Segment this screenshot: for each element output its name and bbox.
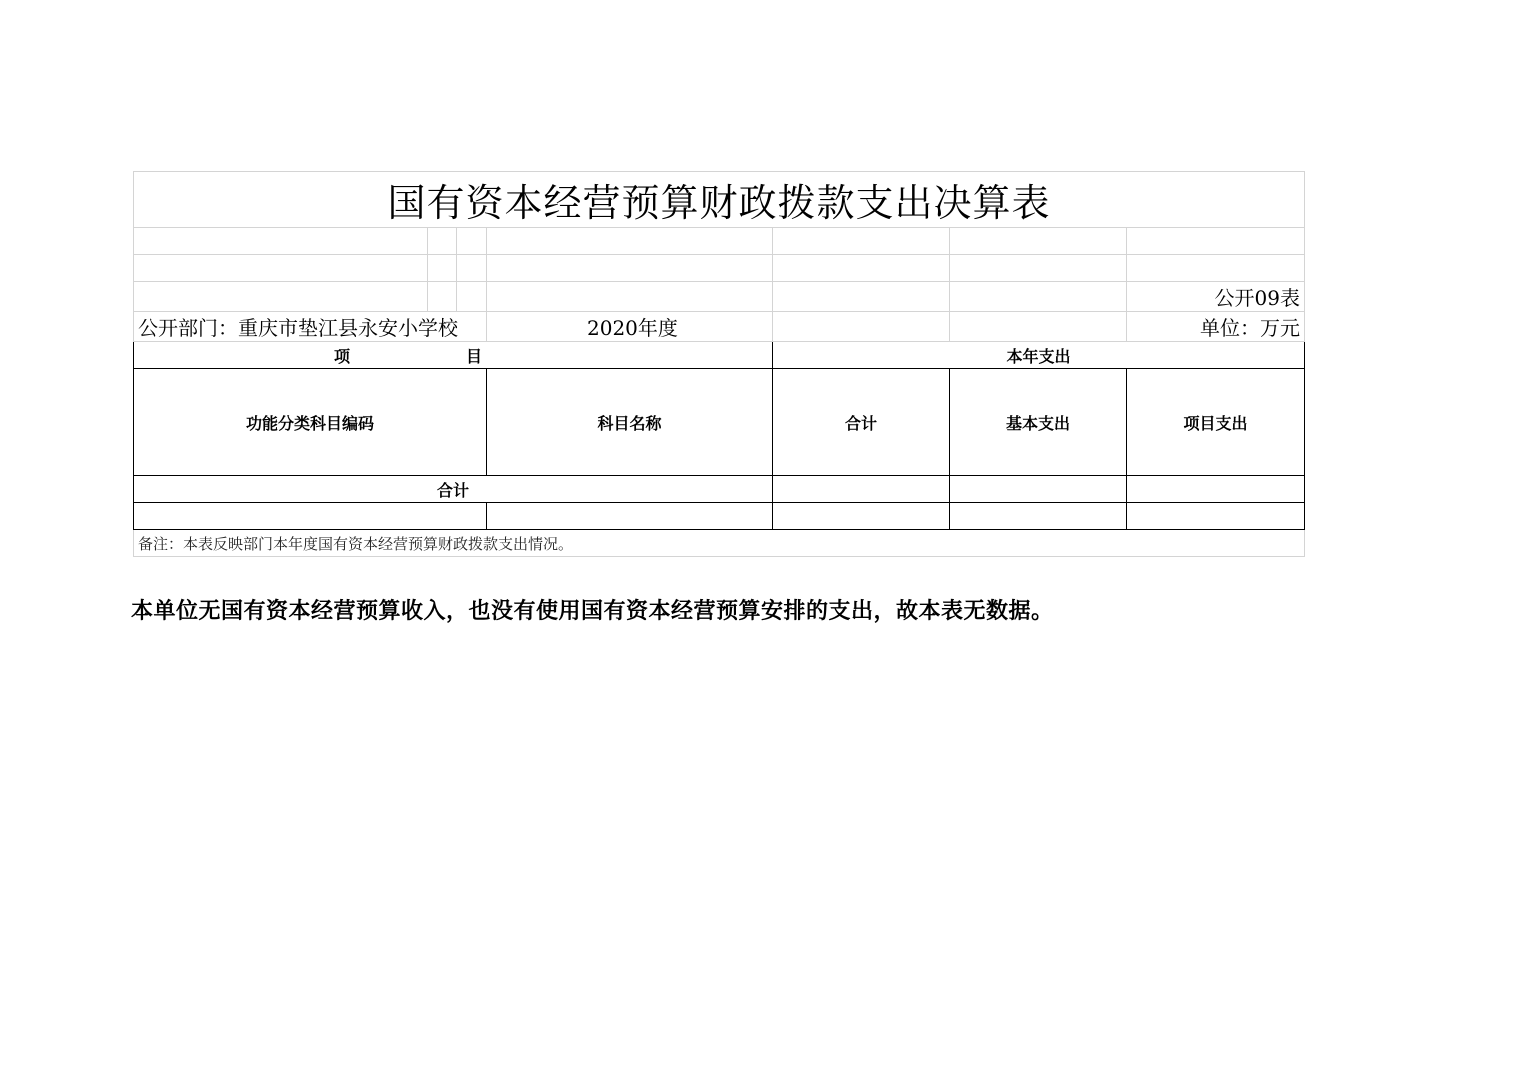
total-row <box>134 476 1305 503</box>
fiscal-year: 2020年度 <box>487 312 773 342</box>
column-basic: 基本支出 <box>950 369 1127 476</box>
column-code: 功能分类科目编码 <box>134 369 487 476</box>
table-row <box>134 503 1305 530</box>
expenditure-table <box>133 171 1305 557</box>
total-row-project <box>1127 476 1305 503</box>
blank-row <box>134 255 1305 282</box>
blank-row <box>134 228 1305 255</box>
no-data-statement: 本单位无国有资本经营预算收入，也没有使用国有资本经营预算安排的支出，故本表无数据。 <box>131 598 1054 624</box>
column-project: 项目支出 <box>1127 369 1305 476</box>
budget-sheet <box>133 171 1304 557</box>
expense-header: 本年支出 <box>773 342 1305 369</box>
item-header-right: 目 <box>465 346 482 366</box>
total-row-basic <box>950 476 1127 503</box>
item-header-left: 项 <box>334 346 351 366</box>
column-total: 合计 <box>773 369 950 476</box>
total-row-total <box>773 476 950 503</box>
table-note: 备注：本表反映部门本年度国有资本经营预算财政拨款支出情况。 <box>134 530 1305 557</box>
department-label: 公开部门：重庆市垫江县永安小学校 <box>134 312 487 342</box>
unit-label: 单位：万元 <box>1127 312 1305 342</box>
total-row-label: 合计 <box>134 476 773 503</box>
form-code: 公开09表 <box>1127 282 1305 312</box>
item-header <box>134 342 773 369</box>
column-name: 科目名称 <box>487 369 773 476</box>
table-title: 国有资本经营预算财政拨款支出决算表 <box>134 172 1305 228</box>
